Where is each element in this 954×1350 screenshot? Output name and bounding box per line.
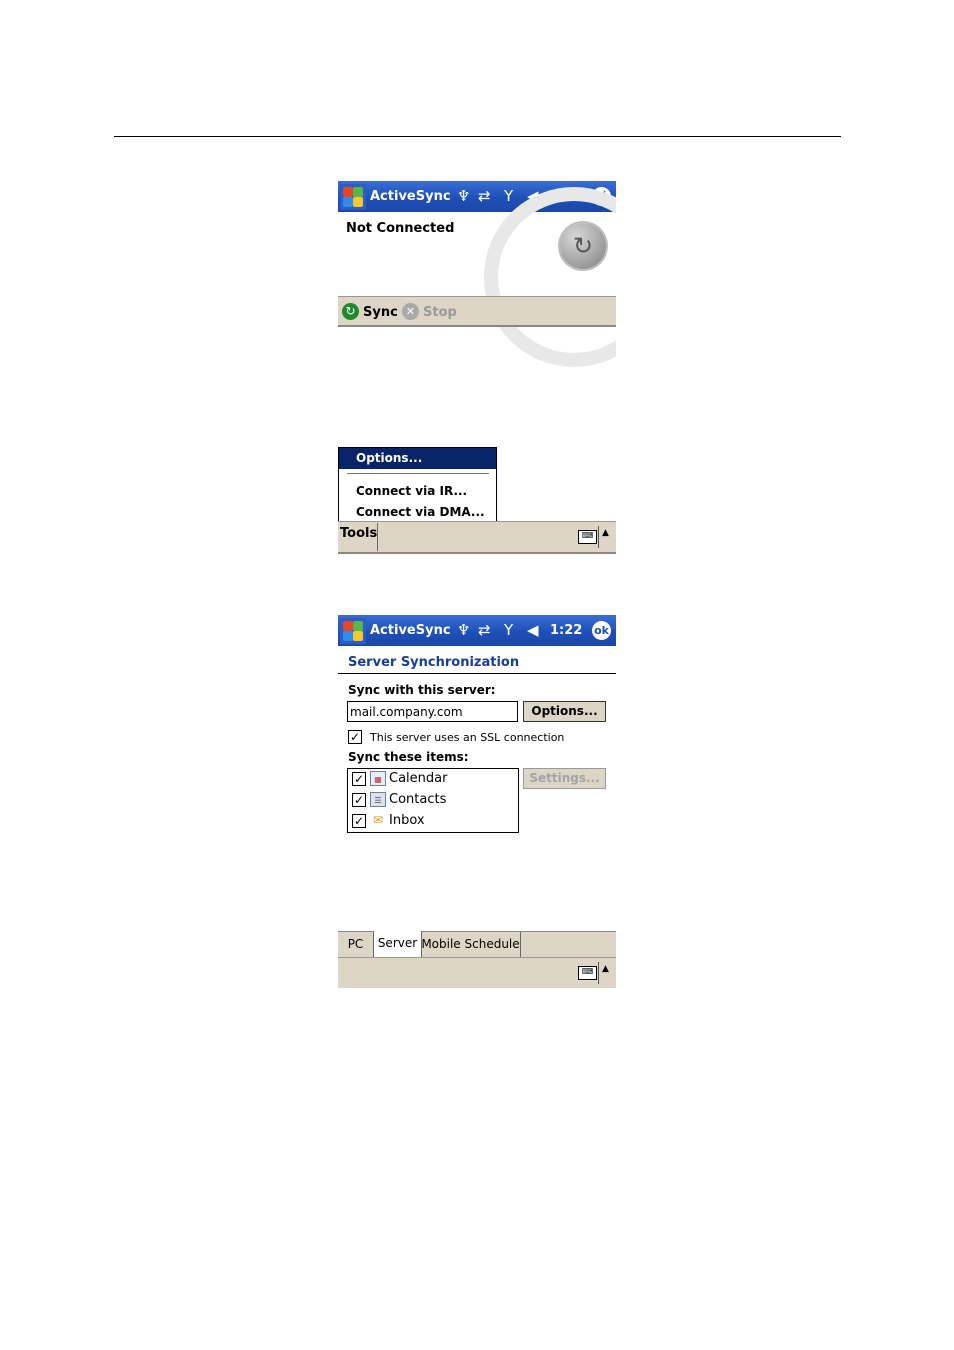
- page-header-rule: [114, 136, 841, 137]
- inbox-icon: ✉: [372, 813, 384, 827]
- volume-icon[interactable]: ◀: [527, 187, 539, 205]
- command-bar: [338, 296, 616, 327]
- sync-items-label: Sync these items:: [348, 750, 469, 764]
- keyboard-icon[interactable]: ⌨: [578, 530, 597, 544]
- title-bar: [338, 615, 616, 646]
- clock[interactable]: 1:19: [550, 189, 583, 204]
- tab-strip: [338, 931, 616, 958]
- section-divider: [338, 673, 616, 674]
- settings-button: Settings...: [523, 768, 606, 789]
- connectivity-icon[interactable]: ⇄: [478, 187, 491, 205]
- tab-pc[interactable]: PC: [338, 932, 374, 957]
- inbox-checkbox[interactable]: ✓: [353, 814, 365, 828]
- calendar-icon: ▦: [370, 771, 386, 786]
- item-label: Calendar: [389, 771, 448, 786]
- signal-icon[interactable]: Y: [504, 187, 514, 205]
- signal-icon[interactable]: Y: [504, 621, 514, 639]
- menu-item-connect-dma[interactable]: Connect via DMA...: [356, 505, 485, 519]
- tab-server[interactable]: Server: [373, 931, 422, 958]
- tools-menu-button[interactable]: Tools: [340, 526, 378, 541]
- menu-item-connect-ir[interactable]: Connect via IR...: [356, 484, 468, 498]
- stop-icon: ✕: [402, 303, 419, 320]
- volume-icon[interactable]: ◀: [527, 621, 539, 639]
- contacts-checkbox[interactable]: ✓: [353, 793, 365, 807]
- menu-divider: [377, 523, 378, 551]
- sip-arrow-icon[interactable]: ▲: [602, 964, 609, 974]
- item-label: Inbox: [389, 813, 425, 828]
- section-title: Server Synchronization: [348, 655, 520, 670]
- activesync-main-screen: [338, 181, 616, 554]
- options-button[interactable]: Options...: [523, 701, 606, 722]
- server-sync-screen: [338, 615, 616, 988]
- sync-server-label: Sync with this server:: [348, 683, 496, 697]
- connection-status: Not Connected: [346, 221, 455, 236]
- sip-divider: [598, 526, 599, 548]
- list-item[interactable]: [352, 769, 512, 789]
- start-menu-icon[interactable]: [340, 618, 366, 644]
- connectivity-icon[interactable]: ⇄: [478, 621, 491, 639]
- sync-globe-icon[interactable]: ↻: [560, 223, 606, 269]
- sip-arrow-icon[interactable]: ▲: [602, 528, 609, 538]
- antenna-icon[interactable]: ♆: [457, 621, 471, 639]
- keyboard-icon[interactable]: ⌨: [578, 966, 597, 980]
- stop-button: Stop: [423, 305, 457, 320]
- ok-button[interactable]: ok: [592, 621, 611, 640]
- background-arc-graphic: [484, 187, 616, 367]
- item-label: Contacts: [389, 792, 447, 807]
- app-title: ActiveSync: [370, 623, 451, 638]
- calendar-checkbox[interactable]: ✓: [353, 772, 365, 786]
- menu-bar: [338, 521, 616, 554]
- antenna-icon[interactable]: ♆: [457, 187, 471, 205]
- tools-menu: [338, 447, 497, 522]
- tab-mobile-schedule[interactable]: Mobile Schedule: [421, 932, 521, 957]
- list-item[interactable]: [352, 790, 512, 810]
- sync-button[interactable]: Sync: [363, 305, 398, 320]
- close-button[interactable]: ✕: [592, 187, 611, 206]
- sip-divider: [598, 962, 599, 984]
- ssl-checkbox[interactable]: ✓: [349, 730, 361, 744]
- contacts-icon: ☰: [370, 792, 386, 807]
- list-item[interactable]: [352, 811, 512, 831]
- sync-items-list: [347, 768, 519, 833]
- menu-item-options[interactable]: Options...: [356, 451, 423, 465]
- app-title: ActiveSync: [370, 189, 451, 204]
- server-input[interactable]: [347, 701, 518, 722]
- start-menu-icon[interactable]: [340, 184, 366, 210]
- ssl-label: This server uses an SSL connection: [370, 731, 565, 744]
- sync-icon[interactable]: ↻: [342, 303, 359, 320]
- menu-separator: [347, 473, 489, 474]
- menu-bar: [338, 957, 616, 988]
- clock[interactable]: 1:22: [550, 623, 583, 638]
